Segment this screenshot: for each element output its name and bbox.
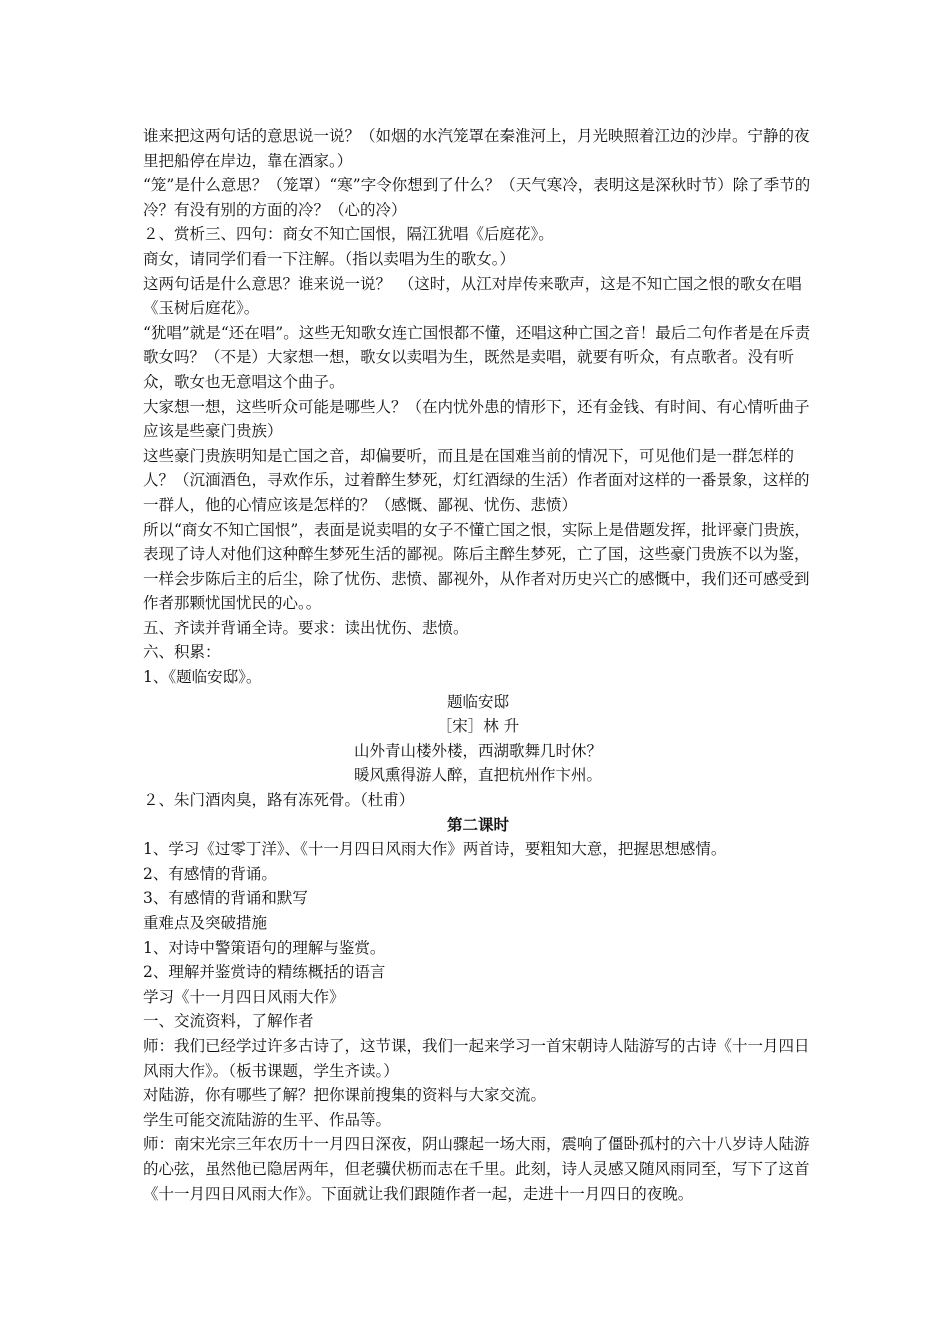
paragraph: 一、交流资料，了解作者 bbox=[143, 1012, 314, 1031]
paragraph: 师：南宋光宗三年农历十一月四日深夜，阴山骤起一场大雨，震响了僵卧孤村的六十八岁诗人陆游的心弦，虽然他已隐居两年，但老骥伏枥而志在千里。此刻，诗人灵感又随风雨同至，写下了这首《十一月四日风雨大作》。下面就让我们跟随作者一起，走进十一月四日的夜晚。 bbox=[143, 1135, 810, 1203]
paragraph: 大家想一想，这些听众可能是哪些人？（在内忧外患的情形下，还有金钱、有时间、有心情听曲子应该是些豪门贵族） bbox=[143, 397, 810, 441]
paragraph: 师：我们已经学过许多古诗了，这节课，我们一起来学习一首宋朝诗人陆游写的古诗《十一月四日风雨大作》。（板书课题，学生齐读。） bbox=[143, 1036, 810, 1080]
paragraph: 2、理解并鉴赏诗的精练概括的语言 bbox=[143, 963, 386, 982]
paragraph: 所以“商女不知亡国恨”，表面是说卖唱的女子不懂亡国之恨，实际上是借题发挥，批评豪门贵族，表现了诗人对他们这种醉生梦死生活的鄙视。陈后主醉生梦死，亡了国，这些豪门贵族不以为鉴，一样会步陈后主的后尘，除了忧伤、悲愤、鄙视外，从作者对历史兴亡的感慨中，我们还可感受到作者那颗忧国忧民的心。。 bbox=[143, 520, 810, 613]
paragraph: 这两句话是什么意思？谁来说一说？ （这时，从江对岸传来歌声，这是不知亡国之恨的歌女在唱《玉树后庭花》。 bbox=[143, 274, 802, 318]
paragraph: “犹唱”就是“还在唱”。这些无知歌女连亡国恨都不懂，还唱这种亡国之音！最后二句作者是在斥责歌女吗？（不是）大家想一想，歌女以卖唱为生，既然是卖唱，就要有听众，有点歌者。没有听众，歌女也无意唱这个曲子。 bbox=[143, 323, 811, 391]
paragraph: 学习《十一月四日风雨大作》 bbox=[143, 987, 345, 1006]
paragraph: 学生可能交流陆游的生平、作品等。 bbox=[143, 1110, 392, 1129]
paragraph: 2、有感情的背诵。 bbox=[143, 864, 277, 883]
paragraph: 1、《题临安邸》。 bbox=[143, 668, 262, 687]
paragraph: 商女，请同学们看一下注解。（指以卖唱为生的歌女。） bbox=[143, 249, 516, 268]
paragraph: 这些豪门贵族明知是亡国之音，却偏要听，而且是在国难当前的情况下，可见他们是一群怎样的人？（沉湎酒色，寻欢作乐，过着醉生梦死，灯红酒绿的生活）作者面对这样的一番景象，这样的一群人，他的心情应该是怎样的？（感慨、鄙视、忧伤、悲愤） bbox=[143, 446, 810, 514]
paragraph: “笼”是什么意思？（笼罩）“寒”字令你想到了什么？（天气寒冷，表明这是深秋时节）除了季节的冷？有没有别的方面的冷？（心的冷） bbox=[143, 176, 811, 219]
poem-line: ［宋］林 升 bbox=[436, 717, 520, 736]
paragraph: ２、赏析三、四句：商女不知亡国恨，隔江犹唱《后庭花》。 bbox=[143, 225, 554, 244]
paragraph: 六、积累： bbox=[143, 643, 221, 662]
paragraph: 五、齐读并背诵全诗。要求：读出忧伤、悲愤。 bbox=[143, 618, 469, 637]
paragraph: ２、朱门酒肉臭，路有冻死骨。（杜甫） bbox=[143, 791, 415, 810]
section-heading: 第二课时 bbox=[446, 814, 509, 834]
paragraph: 1、学习《过零丁洋》、《十一月四日风雨大作》两首诗，要粗知大意，把握思想感情。 bbox=[143, 840, 727, 859]
poem-line: 暖风熏得游人醉，直把杭州作卞州。 bbox=[353, 766, 602, 785]
paragraph: 重难点及突破措施 bbox=[143, 914, 268, 932]
poem-line: 题临安邸 bbox=[446, 692, 509, 711]
paragraph: 谁来把这两句话的意思说一说？（如烟的水汽笼罩在秦淮河上，月光映照着江边的沙岸。宁静的夜里把船停在岸边，靠在酒家。） bbox=[143, 127, 810, 170]
poem-line: 山外青山楼外楼，西湖歌舞几时休？ bbox=[353, 741, 602, 760]
paragraph: 对陆游，你有哪些了解？把你课前搜集的资料与大家交流。 bbox=[143, 1086, 547, 1105]
paragraph: 1、对诗中警策语句的理解与鉴赏。 bbox=[143, 938, 386, 957]
document-page bbox=[143, 124, 813, 1206]
paragraph: 3、有感情的背诵和默写 bbox=[143, 889, 308, 908]
